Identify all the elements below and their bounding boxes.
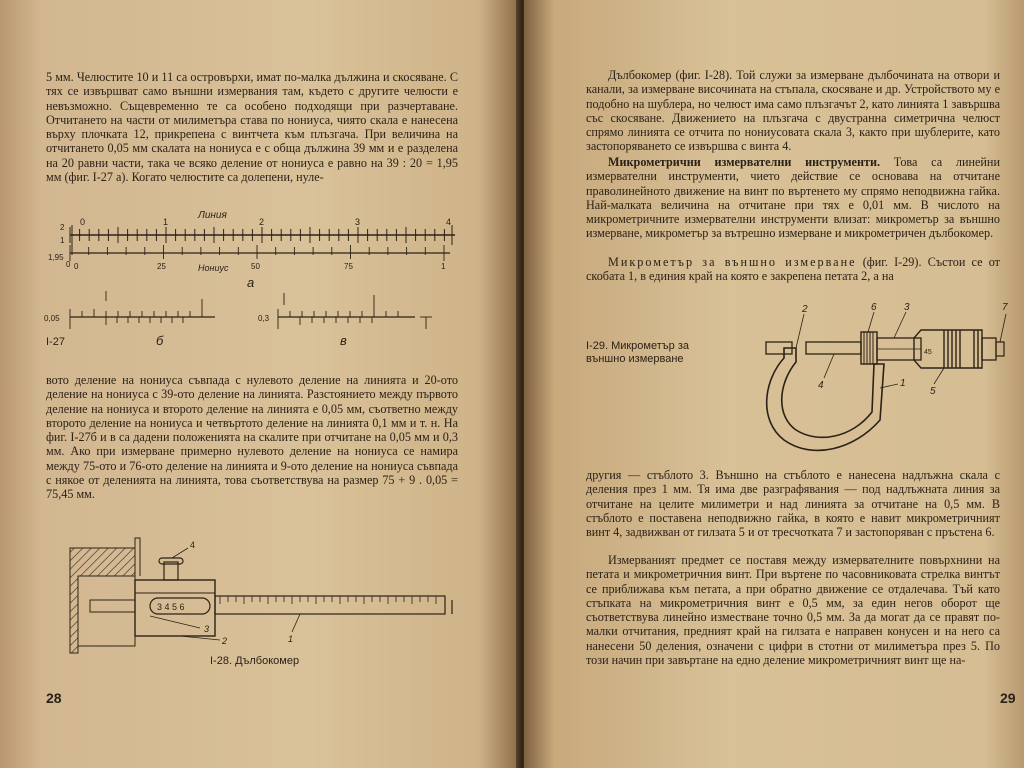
fig28-callout-3: 3 xyxy=(204,624,210,634)
fig28-beam xyxy=(215,596,445,614)
fig27-ruler-2: 2 xyxy=(259,217,265,227)
fig27-ruler-1: 1 xyxy=(163,217,169,227)
fig29-callout-3: 3 xyxy=(904,302,910,313)
fig28-caption: I-28. Дълбокомер xyxy=(210,655,300,667)
fig27-side-195: 1,95 xyxy=(48,253,64,262)
fig27-small-c-value: 0,3 xyxy=(258,314,270,323)
fig27-small-c xyxy=(278,293,432,329)
fig29-callout-6: 6 xyxy=(871,302,877,313)
fig28-callout-4: 4 xyxy=(190,540,196,550)
fig29-thimble-marks: 45 xyxy=(924,349,932,356)
fig27-letter-c: в xyxy=(340,333,347,348)
right-paragraph-1: Дълбокомер (фиг. I-28). Той служи за измерване дълбочината на отвори и канали, за измерване височината на стъпала, скосяване и др. Устройството му е подобно на шублера, но челюст има само плъзгачът 2, като линията 1 завършва със скосяване. Движението на плъзгача с двустранна симетрична челюст спрямо линията се отчита по нониусовата скала 3, както при шублерите, като застопоряването се извършва с винта 4. xyxy=(586,68,1000,154)
fig27-caption: I-27 xyxy=(46,336,65,348)
fig27-vernier-1: 1 xyxy=(441,262,446,271)
right-paragraph-2-heading: Микрометрични измервателни инструменти. xyxy=(608,155,881,169)
fig28-lock-screw xyxy=(164,562,178,580)
right-page xyxy=(524,0,1024,768)
fig28-window-digits: 3 4 5 6 xyxy=(157,602,185,612)
right-paragraph-5: Измерваният предмет се поставя между измервателните повърхнини на петата и микрометричния винт. При въртене по часовниковата стрелка винтът се приближава към петата, а при обратно движение се отдалечава. Тъй като стъпката на микрометричния винт е 0,5 мм, за един негов оборот ще съответствува линейно изместване точно 0,5 мм. За да могат да се правят по-малки отчитания, предният край на гилзата е направен конусен и на него са нанесени 50 деления, означени с цифри в стотни от милиметъра през 5. По този начин при завъртане на едно деление микрометричният винт ще на- xyxy=(586,553,1000,668)
fig29-callout-5: 5 xyxy=(930,386,936,397)
fig27-vernier-ticks xyxy=(70,245,444,261)
right-paragraph-3 xyxy=(586,255,1000,284)
fig27-ruler-3: 3 xyxy=(355,217,361,227)
right-paragraph-2-body: Това са линейни измервателни инструменти, чието действие се основава на отчитане праволинейното движение на винт по въртенето му спрямо неподвижна гайка. Най-малката величина на отчитане при тях е 0,01 мм. В числото на микрометричните измервателни инструменти влизат: микрометър за външно измерване, микрометър за вътрешно измерване и микрометричен дълбокомер. xyxy=(586,155,1000,241)
fig27-letter-a: а xyxy=(247,275,255,290)
left-page-number: 28 xyxy=(46,690,62,706)
fig29-spindle xyxy=(806,342,861,354)
fig29-caption-line2: външно измерване xyxy=(586,353,684,365)
right-paragraph-3-body: (фиг. I-29). Състои се от скобата 1, в единия край на която е закрепена петата 2, а на xyxy=(586,255,1000,284)
fig29-callout-7: 7 xyxy=(1002,302,1008,313)
fig29-callout-1: 1 xyxy=(900,378,906,389)
fig27-vernier-25: 25 xyxy=(157,262,166,271)
fig27-vernier-75: 75 xyxy=(344,262,353,271)
fig27-label-vernier: Нониус xyxy=(198,263,229,273)
fig28-callout-1: 1 xyxy=(288,634,294,644)
fig27-ruler-0: 0 xyxy=(80,217,86,227)
right-page-number: 29 xyxy=(1000,690,1016,706)
figure-i29-micrometer xyxy=(744,300,1014,465)
figure-i28-depth-gauge xyxy=(60,528,460,668)
fig27-label-line: Линия xyxy=(198,210,227,221)
fig27-side-2: 2 xyxy=(60,223,65,232)
fig29-ratchet xyxy=(982,338,996,360)
fig27-vernier-0: 0 xyxy=(74,262,79,271)
fig29-lock-ring xyxy=(861,332,877,364)
fig29-caption-line1: I-29. Микрометър за xyxy=(586,340,689,352)
fig27-small-b xyxy=(70,291,215,329)
fig29-callout-2: 2 xyxy=(802,304,808,315)
right-paragraph-2 xyxy=(586,155,1000,241)
fig27-vernier-50: 50 xyxy=(251,262,260,271)
right-paragraph-4: другия — стъблото 3. Външно на стъблото е нанесена надлъжна скала с деления през 1 мм. Тя има две разграфявания — под надлъжната линия за отчитане на целите милиметри и над линията за отчитане на 0,5 мм. В стъблото е поставена неподвижно гайка, в която е навит микрометричният винт 4, задвижван от гилзата 5 и от тресчотката 7 и застопоряван с пръстена 6. xyxy=(586,468,1000,540)
left-paragraph-1: 5 мм. Челюстите 10 и 11 са островърхи, имат по-малка дължина и скосяване. С тях се извършват само външни измервания там, където с другите челюсти е невъзможно. Същевременно те са особено подходящи при разчертаване. Отчитането на части от милиметъра става по нониуса, чиято скала е нанесена върху плочката 12, прикрепена с винтчета към плъзгача. При величина на отчитането 0,05 мм скалата на нониуса е с обща дължина 39 мм и е разделена на 20 равни части, така че всяко деление от нониуса е равно на 39 : 20 = 1,95 мм (фиг. I-27 а). Когато челюстите са долепени, нуле- xyxy=(46,70,458,185)
fig27-side-0: 0 xyxy=(66,260,71,269)
fig27-ruler-4: 4 xyxy=(446,217,452,227)
fig27-letter-b: б xyxy=(156,333,164,348)
fig29-callout-4: 4 xyxy=(818,380,824,391)
fig28-callout-2: 2 xyxy=(222,636,228,646)
fig27-side-1: 1 xyxy=(60,236,65,245)
right-paragraph-3-heading: Микрометър за външно измерване xyxy=(608,255,857,269)
left-paragraph-2: вото деление на нониуса съвпада с нулевото деление на линията и 20-ото деление на нониуса с 39-ото деление на линията. Разстоянието между първото деление на нониуса и второто деление на линията е 0,05 мм, съответно между второто деление на нониуса и четвъртото деление на линията 0,1 мм и т. н. На фиг. I-27б и в са дадени положенията на скалите при отчитане на 0,05 мм и 0,3 мм. Ако при измерване примерно нулевото деление на нониуса се намира между 75-ото и 76-ото деление на линията и 9-ото деление на нониуса съвпада с някое от деленията на линията, това съответствува на размер 75 + 9 . 0,05 = 75,45 мм. xyxy=(46,373,458,502)
figure-i27 xyxy=(40,205,470,355)
fig27-small-b-value: 0,05 xyxy=(44,314,60,323)
